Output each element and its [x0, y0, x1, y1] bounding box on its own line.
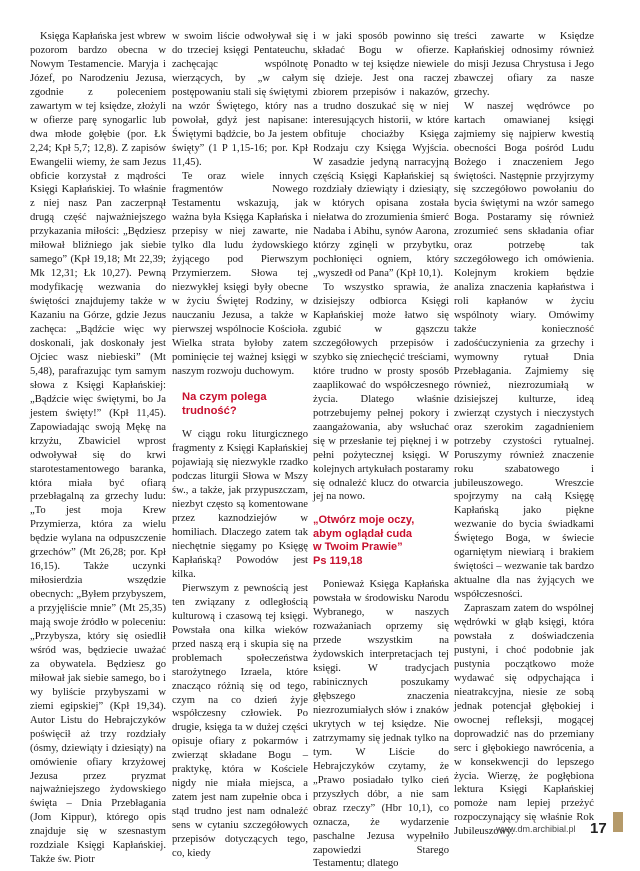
footer-url: www.dm.archibial.pl — [496, 824, 576, 834]
pull-quote-line: abym oglądał cuda — [313, 527, 413, 540]
pull-quote-line: „Otwórz moje oczy, — [313, 514, 415, 527]
text-column-4 — [454, 30, 594, 839]
paragraph: i w jaki sposób powinno się składać Bogu w ofierze. Ponadto w tej księdze niewiele się dzieje. Jest ona raczej zbiorem przepisów i nakazów, a trudno doszukać się w niej interesujących historii, w które obfituje chociażby Księga Rodzaju czy Księga Wyjścia. W zasadzie jedyną narracyjną częścią Księgi Kapłańskiej są rozdziały dziewiąty i dziesiąty, w których opisana została niełatwa do zrozumienia śmierć Nadaba i Abihu, synów Aarona, którzy zginęli w przybytku, pochłonięci ogniem, który „wyszedł od Pana” (Kpł 10,1). — [313, 31, 449, 280]
text-column-2 — [172, 30, 308, 861]
paragraph: Księga Kapłańska jest wbrew pozorom bardzo obecna w Nowym Testamencie. Maryja i Józef, po Narodzeniu Jezusa, zgodnie z poleceniem zawartym w tej księdze, złożyli w ofierze parę synogarlic lub dwa młode gołębie (por. Łk 2,24; Kpł 5,7; 12,8). Z zapisów Ewangelii wiemy, że sam Jezus obficie korzystał z mądrości Księgi Kapłańskiej. To właśnie z niej nasz Pan zaczerpnął drugą część najważniejszego przykazania miłości: „Będziesz miłował bliźniego jak siebie samego” (Kpł 19,18; Mt 22,39; Mk 12,31; Łk 10,27). Pewną modyfikację wezwania do świętości znajdujemy także w Kazaniu na Górze, gdzie Jezus zachęca: „Bądźcie więc wy doskonali, jak doskonały jest Ojciec wasz niebieski” (Mt 5,48), parafrazując tym samym słowa z Księgi Kapłańskiej: „Bądźcie więc świętymi, bo Ja jestem święty!” (Kpł 11,45). Zapowiadając swoją Mękę na krzyżu, Zbawiciel wprost odwoływał się do krwi starotestamentowego baranka, która miała być ofiarą przebłagalną za grzechy ludu: „To jest moja Krew Przymierza, która za wielu będzie wylana na odpuszczenie grzechów” (Mt 26,28; por. Kpł 16,15). Także uczynki miłosierdzia wszędzie obecnych: „Byłem przybyszem, a przyjęliście mnie” (Mt 25,35) mają swoje źródło w poleceniu: „Przybysza, który się osiedlił wśród was, będziecie uważać za obywatela. Będziesz go miłował jak siebie samego, bo i wy byliście przybyszami w ziemi egipskiej” (Kpł 19,34). Autor Listu do Hebrajczyków poświęcił aż trzy rozdziały (ósmy, dziewiąty i dziesiąty) na omówienie ofiary krzyżowej Jezusa przez pryzmat najważniejszego żydowskiego święta – Dnia Przebłagania (Jom Kippur), którego opis znajduje się w szesnastym rozdziale Księgi Kapłańskiej. Także św. Piotr — [30, 31, 166, 866]
text-column-3 — [313, 30, 449, 871]
page-marker-block — [613, 812, 623, 832]
paragraph: Te oraz wiele innych fragmentów Nowego Testamentu wskazują, jak ważna była Księga Kapłańska i przepisy w niej zawarte, nie tylko dla ludu żydowskiego żyjącego pod Pierwszym Przymierzem. Słowa tej niezwykłej księgi były obecne w życiu Świętej Rodziny, w nauczaniu Jezusa, a także w pierwszej wspólnocie Kościoła. Wielka strata byłoby zatem pominięcie tej ważnej księgi w naszym rozwoju duchowym. — [172, 170, 308, 377]
pull-quote — [313, 514, 449, 568]
paragraph: To wszystko sprawia, że dzisiejszy odbiorca Księgi Kapłańskiej może łatwo się zgubić w gąszczu szczegółowych przepisów i szybko się zniechęcić treściami, które trudno w prosty sposób zaaplikować do współczesnego życia. Dlatego właśnie potrzebujemy pełnej pokory i zaangażowania, aby wsłuchać się w przesłanie tej pięknej i w pełni pożytecznej księgi. W kolejnych artykułach postaramy się odnaleźć klucz do otwarcia jej na nowo. — [313, 282, 449, 503]
text-column-1 — [30, 30, 166, 867]
paragraph: W ciągu roku liturgicznego fragmenty z Księgi Kapłańskiej pojawiają się niezwykle rzadko podczas liturgii Słowa w Mszy św., a także, jak przypuszczam, niezbyt często są komentowane przez kaznodziejów w homiliach. Dlaczego zatem tak niechętnie sięgamy po Księgę Kapłańską? Powodów jest kilka. — [172, 429, 308, 580]
section-subheading: Na czym polega trudność? — [182, 390, 267, 417]
pull-quote-line: w Twoim Prawie” — [313, 541, 403, 554]
pull-quote-citation: Ps 119,18 — [313, 554, 363, 567]
paragraph: w swoim liście odwoływał się do trzeciej księgi Pentateuchu, zachęcając wspólnotę wierzących, by „w całym postępowaniu stali się świętymi na wzór Świętego, który nas powołał, gdyż jest napisane: Świętymi bądźcie, bo Ja jestem święty” (1 P 1,15-16; por. Kpł 11,45). — [172, 31, 308, 168]
paragraph: W naszej wędrówce po kartach omawianej księgi zajmiemy się najpierw kwestią obecności Boga pośród Ludu Bożego i znaczeniem Jego świętości. Następnie przyjrzymy się szczegółowo powołaniu do bycia świętymi na wzór samego Boga. Postaramy się również zrozumieć sens składania ofiar oraz potrzebę tak szczegółowego ich omówienia. Kolejnym krokiem będzie analiza znaczenia kapłaństwa i roli kapłanów w życiu wspólnoty wiary. Omówimy także konieczność zadośćuczynienia za grzechy i wymowny rytuał Dnia Przebłagania. Zajmiemy się również, niezrozumiałą w dzisiejszej kulturze, ideą zwierząt czystych i nieczystych oraz szerokim zagadnieniem potrzeby czystości rytualnej. Poruszymy również znaczenie roku szabatowego i jubileuszowego. Wreszcie spojrzymy na całą Księgę Kapłańską jako piękne wezwanie do bycia świadkami Świętego Boga, w świecie ogarniętym niewiarą i brakiem świętości – wezwanie tak bardzo aktualne dla nas żyjących we współczesności. — [454, 100, 594, 601]
paragraph: Ponieważ Księga Kapłańska powstała w środowisku Narodu Wybranego, w naszych rozważaniach oprzemy się przede wszystkim na żydowskich interpretacjach tej księgi. W tradycjach rabinicznych poszukamy głębszego znaczenia niezrozumiałych słów i znaków ukrytych w tej księdze. Nie zatrzymamy się jednak tylko na tym. W Liście do Hebrajczyków czytamy, że „Prawo posiadało tylko cień przyszłych dóbr, a nie sam obraz rzeczy” (Hbr 10,1), co oznacza, że wydarzenie paschalne Jezusa wypełniło zapowiedzi Starego Testamentu; dlatego — [313, 579, 449, 870]
page-number: 17 — [590, 820, 607, 837]
paragraph: Pierwszym z pewnością jest ten związany z odległością kulturową i czasową tej księgi. Powstała ona kilka wieków przed naszą erą i skupia się na problemach społeczeństwa starożytnego Izraela, które znacząco różnią się od tego, czym na co dzień żyje współczesny człowiek. Po drugie, księga ta w dużej części opisuje ofiary z pokarmów i zwierząt składane Bogu – praktykę, która w Kościele nigdy nie miała miejsca, a zatem jest nam zupełnie obca i stąd trudno jest nam odnaleźć sens w cytaniu szczegółowych przepisów dotyczących tego, co, kiedy — [172, 582, 308, 860]
paragraph: treści zawarte w Księdze Kapłańskiej odnosimy również do misji Jezusa Chrystusa i Jego zbawczej ofiary za nasze grzechy. — [454, 31, 594, 98]
paragraph: Zapraszam zatem do wspólnej wędrówki w głąb księgi, która powstała z doświadczenia pustyni, i choć podobnie jak pustynia początkowo może wydawać się odpychająca i nieatrakcyjna, niesie ze sobą jednak potencjał głębokiej i owocnej refleksji, mogącej doprowadzić nas do przemiany serc i głębokiego nawrócenia, a w konsekwencji do lepszego życia. Wierzę, że pogłębiona lektura Księgi Kapłańskiej pomoże nam lepiej przeżyć rozpoczynający się właśnie Rok Jubileuszowy. — [454, 603, 594, 838]
